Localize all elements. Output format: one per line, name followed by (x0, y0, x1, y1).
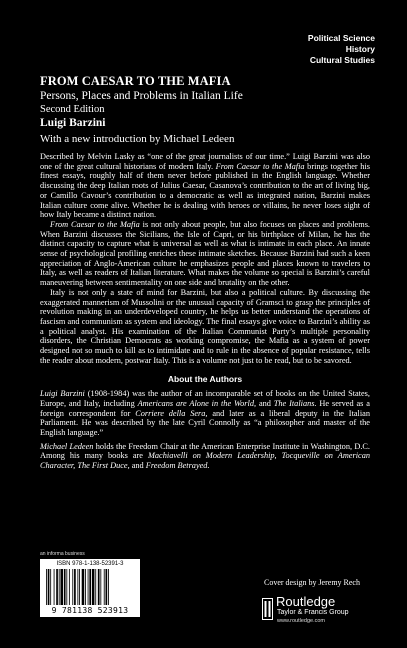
barcode-bar (59, 569, 60, 605)
blurb-paragraph (40, 220, 370, 288)
barcode-bar (72, 569, 73, 605)
book-title-italic: Machiavelli on Modern Leadership, (148, 451, 277, 461)
blurb-paragraph: Italy is not only a state of mind for Barzini, but also a political culture. By discussing the exaggerated mannerism of Mussolini or the unusual capacity of Gramsci to grasp the principles of revolution making in an underdeveloped country, he helps us better understand the operations of fascism and communism as system and ideology. The final essays give voice to Barzini’s ability as a political analyst. His examination of the Italian Communist Party’s multiple personality disorders, the Christian Democrats as working compromise, the Mafia as a system of power designed not so much to kill as to intimidate and to rule in the absence of popular resistance, tells the reader about modern, postwar Italy. This is a volume not just to be read, but to be savored. (40, 287, 370, 365)
cover-design-credit: Cover design by Jeremy Rech (264, 578, 360, 587)
barcode-bar (64, 569, 66, 605)
text-run: and later as a liberal deputy in the Italian Parliament. He was described by the late Cyril Connolly as “a philosopher and master of the English language.” (40, 408, 370, 437)
author-bio-barzini (40, 389, 370, 438)
barcode-bar (60, 569, 63, 605)
informa-tagline: an informa business (40, 551, 85, 557)
barcode-bar (104, 569, 105, 605)
subject-item: History (345, 44, 375, 54)
barcode-bar (50, 569, 51, 605)
barcode-bar (79, 569, 80, 605)
barcode-bar (66, 569, 67, 605)
barcode-icon (46, 569, 134, 605)
barcode-bar (108, 569, 109, 605)
text-run: and (256, 398, 274, 408)
barcode-bar (48, 569, 50, 605)
text-run: holds the Freedom Chair at the American Enterprise Institute in Washington, D.C. Among his many books are (40, 441, 371, 461)
book-subtitle-block (40, 90, 243, 116)
publisher-group: Taylor & Francis Group (277, 609, 349, 616)
author-bio-ledeen (40, 442, 370, 471)
book-title-italic: From Caesar to the Mafia (50, 219, 140, 229)
routledge-logo-icon (262, 598, 273, 620)
barcode-bar (56, 569, 58, 605)
about-authors-heading: About the Authors (167, 374, 243, 385)
barcode-bar (100, 569, 101, 605)
text-run: (1908-1984) was the author of an incomparable set of books on the United States, Europe, and Italy, including (40, 389, 370, 408)
barcode-bar (69, 569, 70, 605)
publisher-url: www.routledge.com (277, 618, 325, 624)
barcode-bar (46, 569, 47, 605)
barcode-bar (95, 569, 96, 605)
barcode-bar (106, 569, 108, 605)
barcode-bar (92, 569, 95, 605)
subject-categories (308, 33, 375, 66)
subject-item: Cultural Studies (309, 55, 375, 65)
barcode-bar (82, 569, 85, 605)
introduction-credit: With a new introduction by Michael Ledeen (40, 133, 235, 145)
subject-item: Political Science (307, 33, 375, 43)
barcode-digits: 9 781138 523913 (51, 606, 129, 615)
book-title-italic: From Caesar to the Mafia (215, 161, 305, 171)
text-run: and (129, 461, 146, 471)
blurb-text (40, 152, 370, 471)
barcode-bar (98, 569, 100, 605)
book-title-italic: Freedom Betrayed. (145, 461, 210, 471)
blurb-paragraph (40, 152, 370, 220)
barcode-bar (54, 569, 55, 605)
barcode-bar (89, 569, 91, 605)
isbn-number: ISBN 978-1-138-52391-3 (56, 561, 124, 567)
barcode-bar (74, 569, 76, 605)
barcode-bar (88, 569, 89, 605)
barcode-bar (77, 569, 78, 605)
book-title: FROM CAESAR TO THE MAFIA (40, 74, 231, 88)
book-title-italic: Americans are Alone in the World, (137, 398, 257, 408)
text-run: brings together his finest essays, roughly half of them never before published in the English language. Whether discussing the deep Italian roots of Julius Caesar, Casanova’s contribution to the art of living big, or Camillo Cavour’s contribution to a democratic as well as integrated nation, Barzini makes Italian culture come alive. Whether he is dealing with heroes or villains, he never loses sight of how Italy became a distinct nation. (40, 161, 370, 220)
book-author: Luigi Barzini (40, 117, 106, 129)
isbn-barcode (40, 559, 140, 617)
book-title-italic: The Italians. (273, 398, 317, 408)
text-run: is not only about people, but also focuses on places and problems. When Barzini discusses the Sicilians, the Isle of Capri, or his birthplace of Milan, he has the distinct capacity to capture what is universal as well as what is intimate in each place. An innate sense of psychological profiling enriches these intimate sketches. Because Barzini had such a keen appreciation of Anglo-American culture he emphasizes people and places known to travelers to Italy, as well as readers of Italian literature. What makes the volume so special is Barzini’s careful maneuvering between sentimentality on one side and brutality on the other. (40, 219, 370, 288)
book-title-italic: The First Duce, (77, 461, 130, 471)
author-name: Luigi Barzini (40, 389, 85, 399)
publisher-name: Routledge (276, 594, 336, 609)
text-run: He served as a foreign correspondent for (40, 398, 370, 418)
book-edition: Second Edition (40, 104, 105, 115)
newspaper-title-italic: Corriere della Sera, (135, 408, 208, 418)
text-run: Described by Melvin Lasky as “one of the great journalists of our time.” Luigi Barzini was also one of the great cultural historians of modern Italy. (40, 152, 370, 171)
barcode-bar (85, 569, 86, 605)
book-subtitle: Persons, Places and Problems in Italian Life (40, 90, 243, 102)
book-title-italic: Tocqueville on American Character, (40, 451, 371, 471)
author-name: Michael Ledeen (40, 441, 94, 451)
